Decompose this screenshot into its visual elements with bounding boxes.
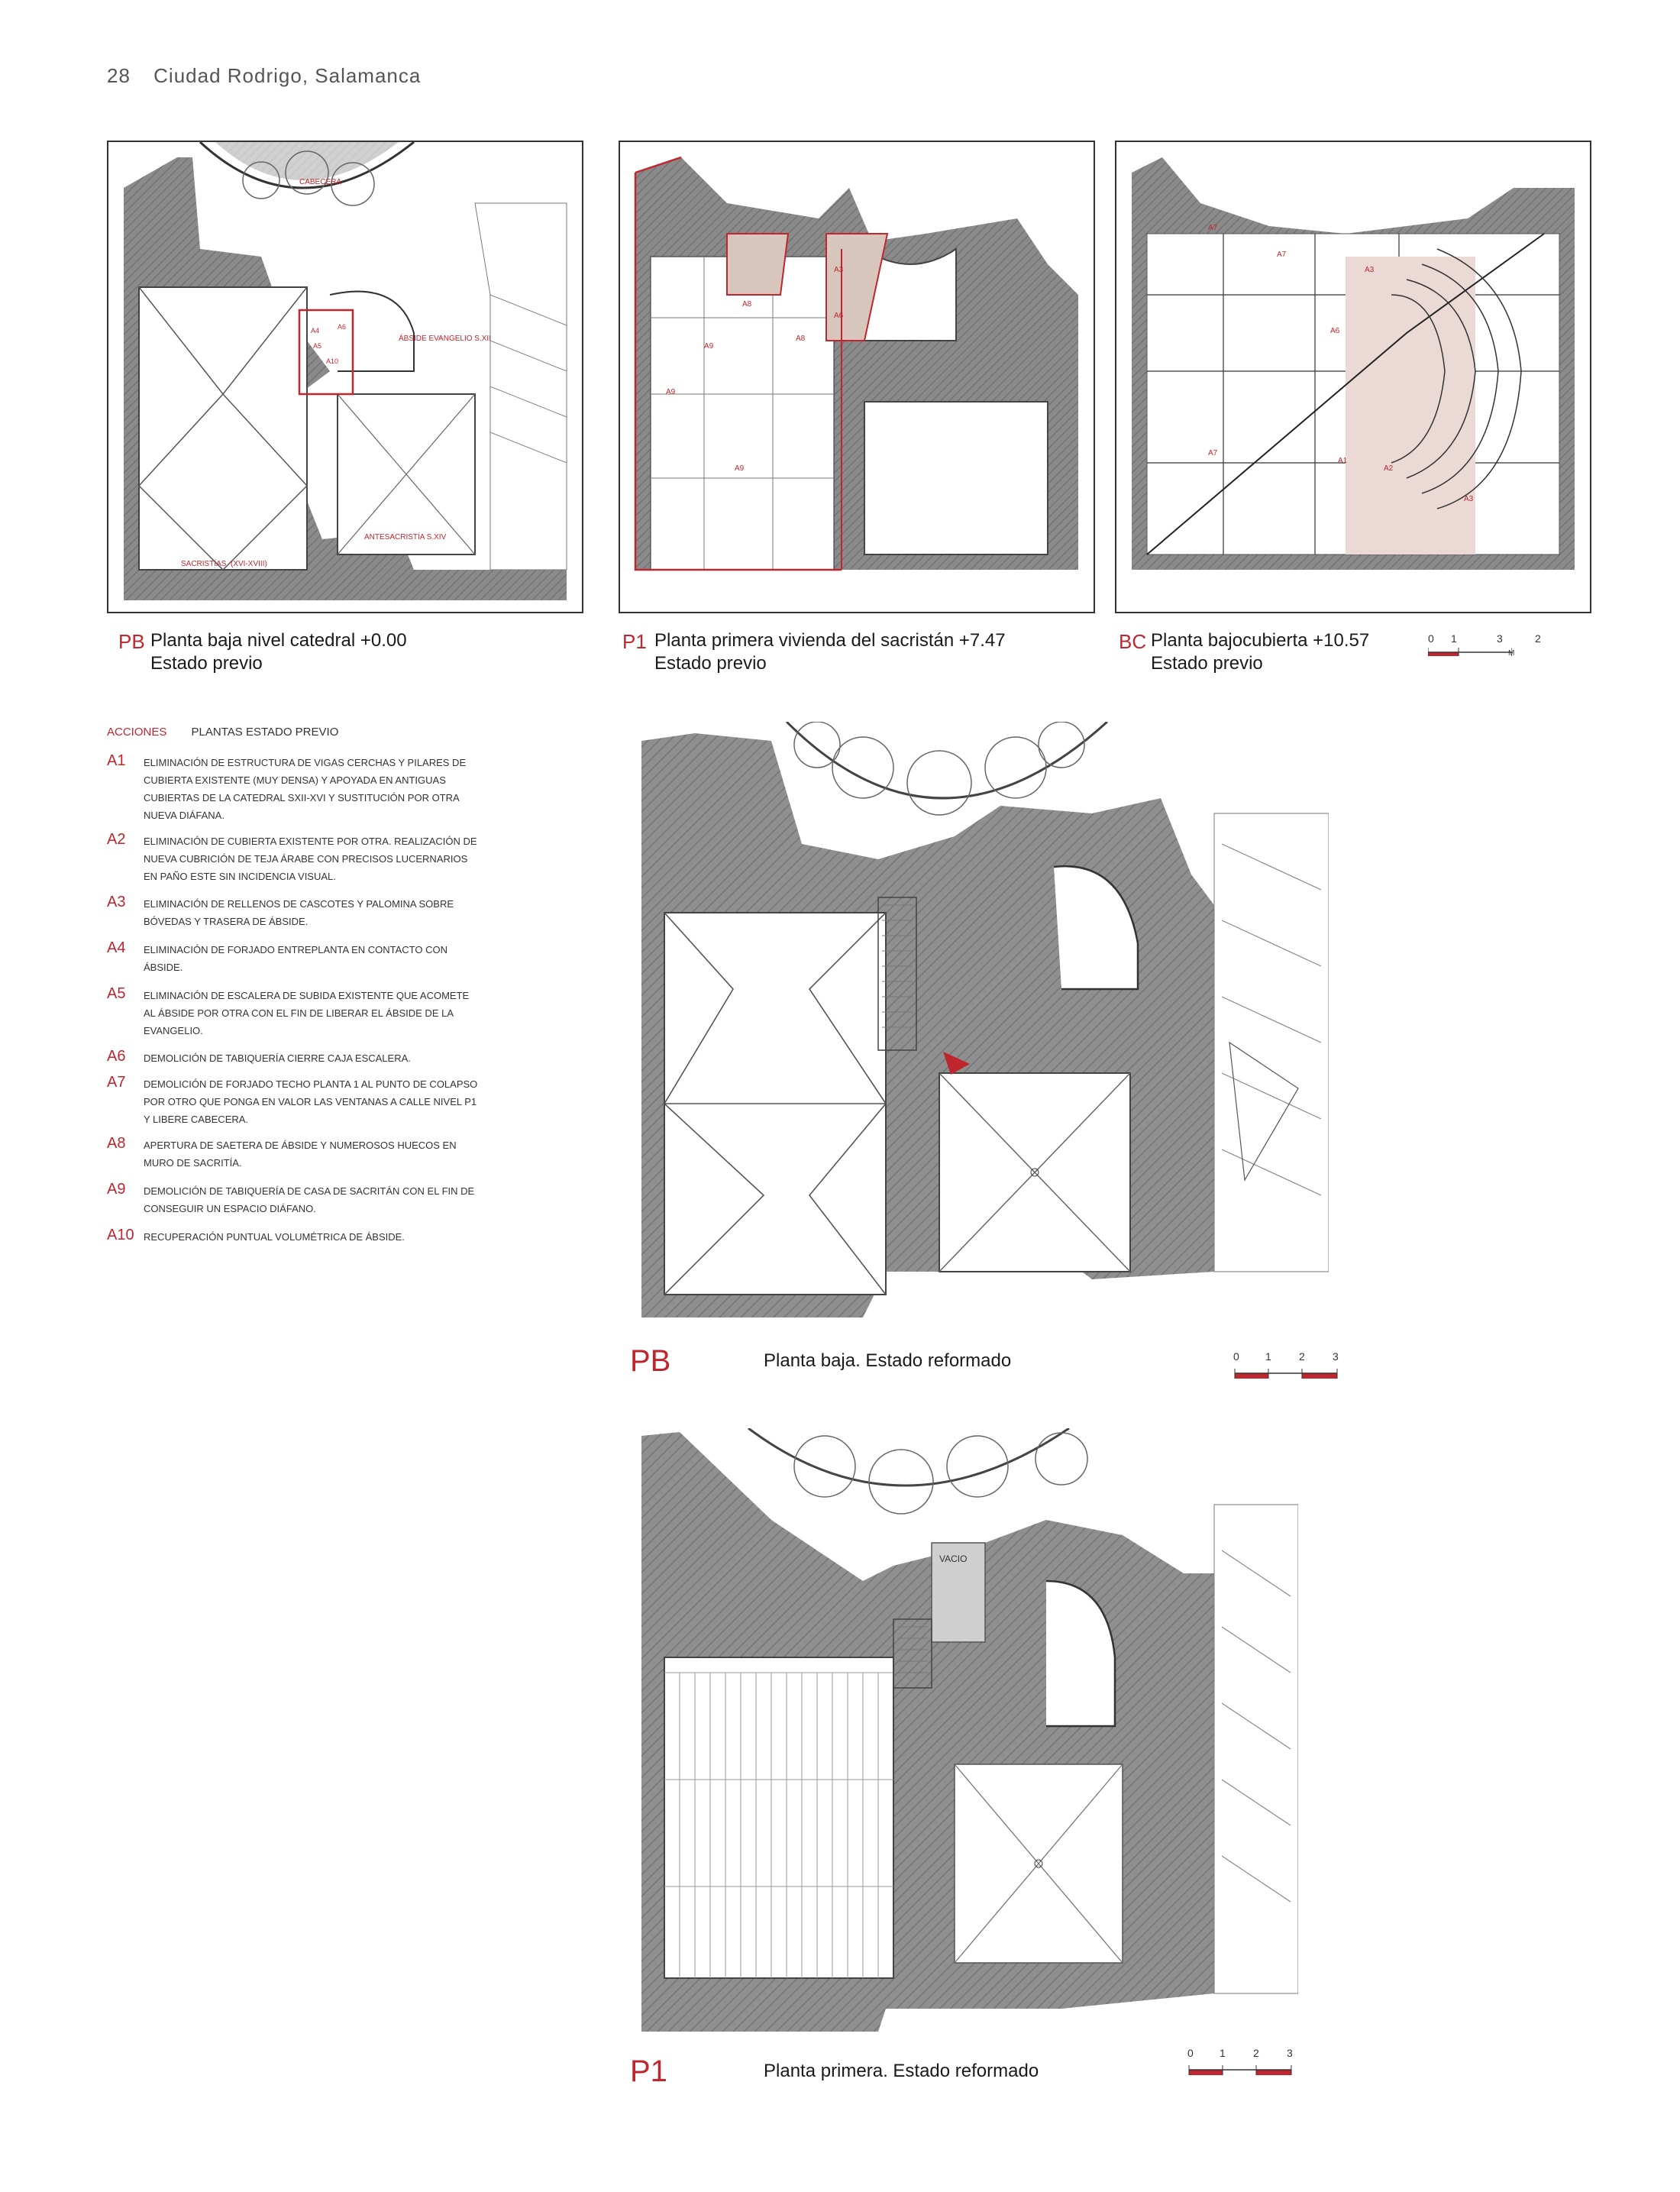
scale-unit: M (1508, 649, 1515, 658)
accion-code: A1 (107, 752, 126, 769)
page-title: Ciudad Rodrigo, Salamanca (153, 64, 422, 87)
scale-tick: 2 (1535, 632, 1541, 645)
scale-bar-previous (1428, 632, 1550, 663)
plan-bc-previous (1115, 141, 1591, 613)
accion-text: ELIMINACIÓN DE CUBIERTA EXISTENTE POR OTRA. REALIZACIÓN DE NUEVA CUBRICIÓN DE TEJA ÁRABE CON PRECISOS LUCERNARIOS EN PAÑO ESTE SIN INCIDENCIA VISUAL. (144, 836, 477, 882)
label-a9-2: A9 (735, 464, 745, 473)
accion-text: DEMOLICIÓN DE FORJADO TECHO PLANTA 1 AL PUNTO DE COLAPSO POR OTRO QUE PONGA EN VALOR LAS VENTANAS A CALLE NIVEL P1 Y LIBERE CABECERA. (144, 1078, 478, 1125)
scale-tick: 3 (1287, 2047, 1293, 2059)
label-a7-1: A7 (1208, 224, 1218, 232)
plan-title-pb: Planta baja. Estado reformado (764, 1350, 1012, 1371)
plan-bc-previous-drawing (1116, 142, 1590, 612)
plan-code-pb: PB (630, 1344, 671, 1378)
label-antesacristia: ANTESACRISTÍA S.XIV (364, 533, 447, 542)
caption-code: PB (118, 630, 145, 653)
scale-tick: 0 (1233, 1350, 1239, 1363)
accion-code: A2 (107, 831, 126, 848)
label-a7-2: A7 (1277, 251, 1287, 259)
caption-p1-previous (622, 630, 1050, 684)
label-a9-1: A9 (704, 342, 714, 351)
plan-pb-previous-drawing (108, 142, 582, 612)
caption-code: P1 (622, 630, 647, 653)
label-a1: A1 (1338, 457, 1348, 465)
caption-subtitle: Estado previo (1151, 653, 1263, 674)
accion-text: ELIMINACIÓN DE FORJADO ENTREPLANTA EN CONTACTO CON ÁBSIDE. (144, 944, 447, 973)
scale-tick: 1 (1220, 2047, 1226, 2059)
accion-code: A7 (107, 1074, 126, 1091)
caption-title: Planta primera vivienda del sacristán +7.47 (654, 630, 1006, 651)
label-a3-2: A3 (1464, 495, 1474, 503)
plan-p1-previous (619, 141, 1095, 613)
accion-code: A6 (107, 1048, 126, 1065)
accion-code: A3 (107, 894, 126, 910)
accion-code: A10 (107, 1227, 134, 1243)
accion-text: APERTURA DE SAETERA DE ÁBSIDE Y NUMEROSOS HUECOS EN MURO DE SACRITÍA. (144, 1140, 457, 1169)
plan-pb-reformed (634, 722, 1329, 1321)
label-a7-3: A7 (1208, 449, 1218, 457)
label-a4: A4 (311, 327, 320, 335)
scale-tick: 0 (1428, 632, 1434, 645)
caption-pb-previous (118, 630, 546, 684)
accion-text: RECUPERACIÓN PUNTUAL VOLUMÉTRICA DE ÁBSIDE. (144, 1231, 405, 1243)
scale-tick: 1 (1451, 632, 1457, 645)
plan-p1-reformed-drawing (634, 1428, 1298, 2032)
label-a6: A6 (1330, 327, 1340, 335)
plan-pb-reformed-drawing (634, 722, 1329, 1321)
accion-text: ELIMINACIÓN DE ESCALERA DE SUBIDA EXISTENTE QUE ACOMETE AL ÁBSIDE POR OTRA CON EL FIN DE LIBERAR EL ÁBSIDE DE LA EVANGELIO. (144, 990, 470, 1036)
label-vacio: VACIO (939, 1553, 968, 1564)
label-a6: A6 (338, 323, 347, 331)
scale-tick: 3 (1333, 1350, 1339, 1363)
scale-tick: 3 (1497, 632, 1503, 645)
scale-tick: 0 (1187, 2047, 1194, 2059)
scale-tick: 2 (1299, 1350, 1305, 1363)
caption-title: Planta baja nivel catedral +0.00 (150, 630, 407, 651)
accion-code: A8 (107, 1135, 126, 1152)
plan-title-p1: Planta primera. Estado reformado (764, 2061, 1039, 2081)
caption-subtitle: Estado previo (150, 653, 263, 674)
scale-bar-pb (1233, 1350, 1348, 1389)
accion-text: DEMOLICIÓN DE TABIQUERÍA CIERRE CAJA ESCALERA. (144, 1052, 411, 1064)
scale-bar-graphic (1428, 648, 1515, 658)
caption-subtitle: Estado previo (654, 653, 767, 674)
label-a9-3: A9 (666, 388, 676, 396)
page-number: 28 (107, 64, 131, 87)
page-header (107, 64, 421, 88)
label-a3-1: A3 (1365, 266, 1375, 274)
label-a2: A2 (1384, 464, 1394, 473)
label-a8-2: A8 (796, 335, 806, 343)
acciones-subtitle: PLANTAS ESTADO PREVIO (191, 726, 339, 739)
label-a8-1: A8 (742, 300, 752, 309)
accion-text: ELIMINACIÓN DE RELLENOS DE CASCOTES Y PALOMINA SOBRE BÓVEDAS Y TRASERA DE ÁBSIDE. (144, 898, 454, 927)
accion-text: ELIMINACIÓN DE ESTRUCTURA DE VIGAS CERCHAS Y PILARES DE CUBIERTA EXISTENTE (MUY DENSA) Y APOYADA EN ANTIGUAS CUBIERTAS DE LA CATEDRAL SXII-XVI Y SUSTITUCIÓN POR OTRA NUEVA DIÁFANA. (144, 757, 467, 821)
scale-bar-graphic (1187, 2064, 1294, 2076)
plan-p1-reformed (634, 1428, 1298, 2032)
scale-bar-graphic (1233, 1367, 1340, 1379)
caption-bc-previous (1119, 630, 1394, 684)
label-a3: A3 (834, 266, 844, 274)
accion-text: DEMOLICIÓN DE TABIQUERÍA DE CASA DE SACRITÁN CON EL FIN DE CONSEGUIR UN ESPACIO DIÁFANO. (144, 1185, 475, 1214)
label-abside: ÁBSIDE EVANGELIO S.XII (399, 335, 491, 343)
scale-bar-p1 (1187, 2047, 1302, 2085)
accion-code: A5 (107, 985, 126, 1002)
accion-code: A4 (107, 939, 126, 956)
scale-tick: 2 (1253, 2047, 1259, 2059)
caption-title: Planta bajocubierta +10.57 (1151, 630, 1370, 651)
label-cabecera: CABECERA (299, 178, 342, 186)
label-a5: A5 (313, 342, 322, 350)
scale-tick: 1 (1265, 1350, 1271, 1363)
caption-code: BC (1119, 630, 1147, 653)
plan-p1-previous-drawing (620, 142, 1094, 612)
acciones-title: ACCIONES (107, 726, 167, 739)
acciones-heading (107, 726, 338, 739)
label-a10: A10 (326, 357, 339, 365)
label-sacristias: SACRISTÍAS. (XVI-XVIII) (181, 560, 267, 568)
plan-pb-previous (107, 141, 583, 613)
plan-code-p1: P1 (630, 2055, 667, 2088)
accion-code: A9 (107, 1181, 126, 1198)
label-a6: A6 (834, 312, 844, 320)
